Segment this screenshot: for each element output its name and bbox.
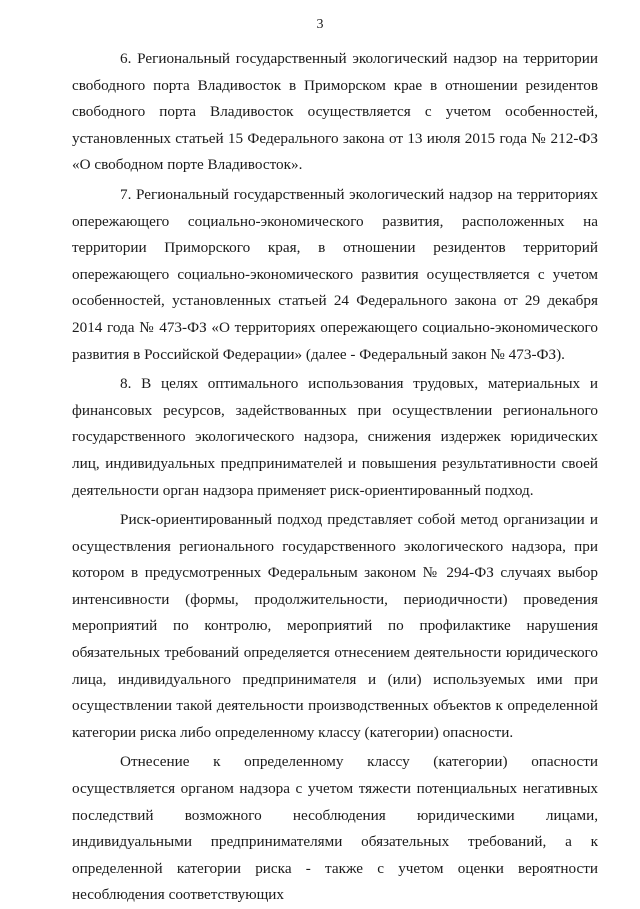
paragraph-7-advanced-development-territories: 7. Региональный государственный экологический надзор на территориях опережающего социально-экономического развития, расположенных на территории Приморского края, в отношении резидентов территорий опережающего социально-экономического развития осуществляется с учетом особенностей, установленных статьей 24 Федерального закона от 29 декабря 2014 года № 473-ФЗ «О территориях опережающего социально-экономического развития в Российской Федерации» (далее - Федеральный закон № 473-ФЗ). (72, 185, 598, 363)
document-body (72, 46, 598, 909)
paragraph-hazard-class-assignment: Отнесение к определенному классу (категории) опасности осуществляется органом надзора с учетом тяжести потенциальных негативных последствий возможного несоблюдения юридическими лицами, индивидуальными предпринимателями обязательных требований, а к определенной категории риска - также с учетом оценки вероятности несоблюдения соответствующих (72, 753, 598, 904)
paragraph-8-risk-approach: 8. В целях оптимального использования трудовых, материальных и финансовых ресурсов, задействованных при осуществлении регионального государственного экологического надзора, снижения издержек юридических лиц, индивидуальных предпринимателей и повышения результативности своей деятельности орган надзора применяет риск-ориентированный подход. (72, 375, 598, 499)
page-number: 3 (316, 17, 324, 32)
paragraph-6-free-port: 6. Региональный государственный экологический надзор на территории свободного порта Владивосток в Приморском крае в отношении резидентов свободного порта Владивосток осуществляется с учетом особенностей, установленных статьей 15 Федерального закона от 13 июля 2015 года № 212-ФЗ «О свободном порте Владивосток». (72, 50, 598, 174)
paragraph-risk-approach-definition: Риск-ориентированный подход представляет собой метод организации и осуществления регионального государственного экологического надзора, при котором в предусмотренных Федеральным законом № 294-ФЗ случаях выбор интенсивности (формы, продолжительности, периодичности) проведения мероприятий по контролю, мероприятий по профилактике нарушения обязательных требований определяется отнесением деятельности юридического лица, индивидуального предпринимателя и (или) используемых ими при осуществлении такой деятельности производственных объектов к определенной категории риска либо определенному классу (категории) опасности. (72, 511, 598, 741)
